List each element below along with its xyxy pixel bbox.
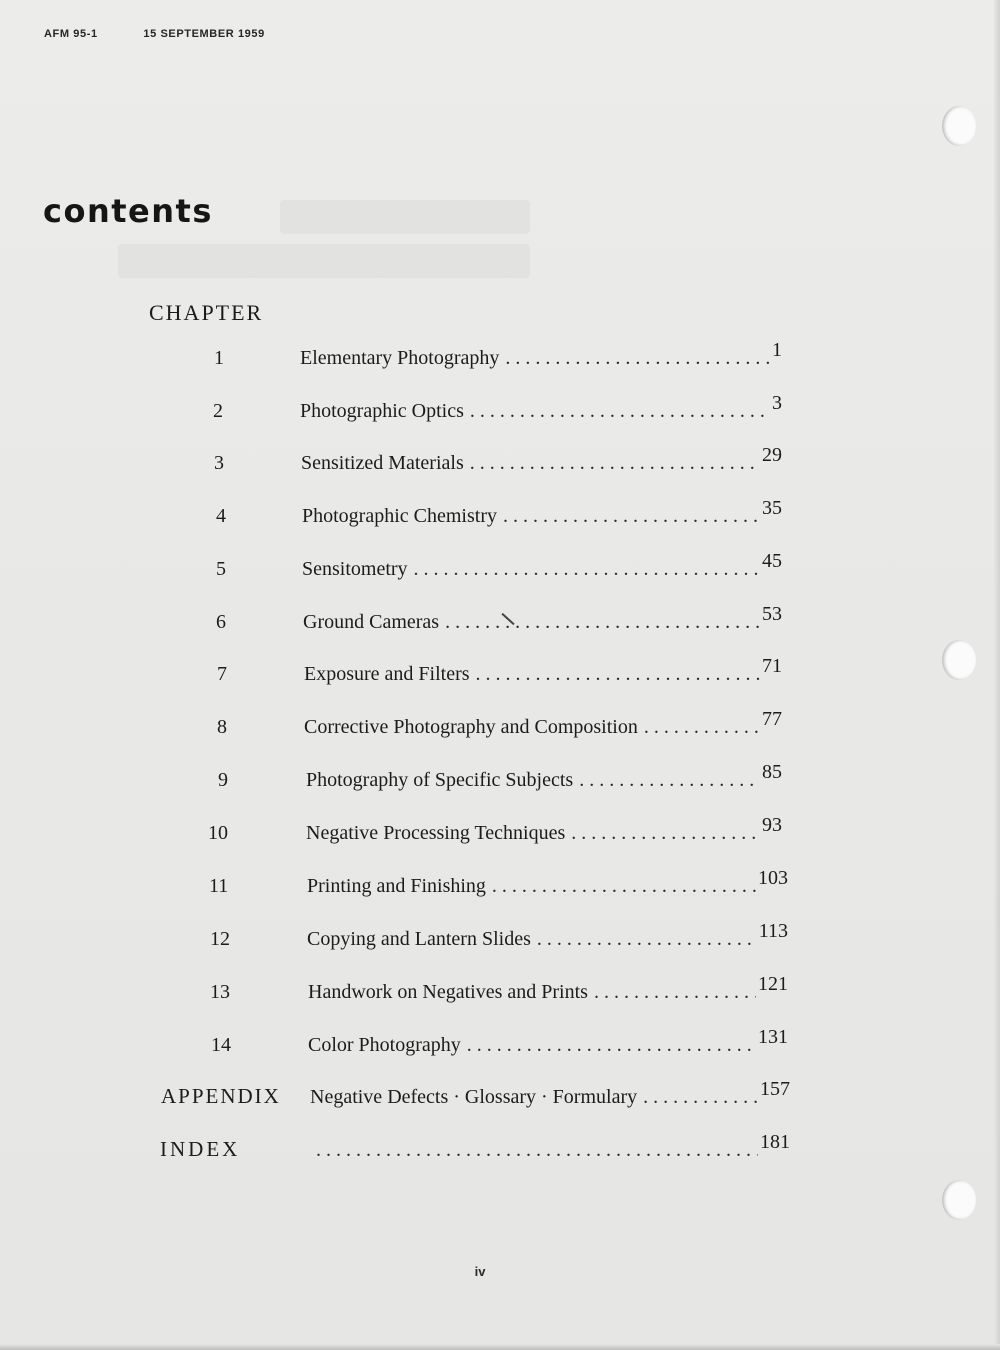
dot-leader xyxy=(565,822,760,845)
chapter-page-number: 77 xyxy=(762,708,782,730)
toc-entry[interactable] xyxy=(200,340,782,370)
toc-entry[interactable] xyxy=(202,974,788,1004)
toc-entry[interactable] xyxy=(202,551,782,581)
chapter-title: Color Photography xyxy=(308,1034,461,1056)
toc-entry[interactable] xyxy=(203,656,782,686)
index-page-number: 181 xyxy=(760,1131,790,1153)
chapter-title: Ground Cameras xyxy=(303,611,440,633)
page-number: iv xyxy=(474,1264,486,1279)
toc-entry[interactable] xyxy=(202,604,782,634)
appendix-title: Negative Defects · Glossary · Formulary xyxy=(310,1086,638,1108)
document-id: AFM 95-1 xyxy=(44,28,98,40)
chapter-page-number: 29 xyxy=(762,444,782,466)
chapter-number: 9 xyxy=(218,769,228,791)
chapter-page-number: 71 xyxy=(762,655,782,677)
chapter-number: 7 xyxy=(217,663,227,685)
dot-leader xyxy=(439,611,760,634)
chapter-page-number: 53 xyxy=(762,603,782,625)
chapter-title: Sensitized Materials xyxy=(301,452,464,474)
chapter-number: 2 xyxy=(213,400,223,422)
appendix-page-number: 157 xyxy=(760,1078,790,1100)
chapter-heading: CHAPTER xyxy=(149,300,264,325)
chapter-title: Exposure and Filters xyxy=(304,663,470,685)
toc-entry-appendix[interactable] xyxy=(161,1079,790,1109)
chapter-number: 12 xyxy=(210,928,230,950)
toc-entry[interactable] xyxy=(199,393,782,423)
chapter-number: 6 xyxy=(216,611,226,633)
chapter-page-number: 121 xyxy=(758,973,788,995)
chapter-page-number: 3 xyxy=(772,392,782,414)
dot-leader xyxy=(531,928,757,951)
dot-leader xyxy=(588,981,756,1004)
chapter-title: Handwork on Negatives and Prints xyxy=(308,981,588,1003)
chapter-page-number: 45 xyxy=(762,550,782,572)
dot-leader xyxy=(638,716,760,739)
chapter-number: 14 xyxy=(211,1034,231,1056)
chapter-page-number: 35 xyxy=(762,497,782,519)
dot-leader xyxy=(497,505,760,528)
dot-leader xyxy=(408,558,760,581)
dot-leader xyxy=(637,1086,758,1109)
dot-leader xyxy=(461,1034,756,1057)
chapter-title: Elementary Photography xyxy=(300,347,500,369)
chapter-title: Sensitometry xyxy=(302,558,408,580)
dot-leader xyxy=(499,347,770,370)
dot-leader xyxy=(573,769,760,792)
chapter-title: Printing and Finishing xyxy=(307,875,486,897)
dot-leader xyxy=(486,875,756,898)
chapter-number: 13 xyxy=(210,981,230,1003)
dot-leader xyxy=(464,452,760,475)
page-title: contents xyxy=(43,192,213,230)
chapter-page-number: 103 xyxy=(758,867,788,889)
dot-leader xyxy=(470,663,760,686)
toc-entry[interactable] xyxy=(203,709,782,739)
chapter-title: Photographic Chemistry xyxy=(302,505,497,527)
toc-entry[interactable] xyxy=(202,498,782,528)
dot-leader xyxy=(464,400,770,423)
chapter-number: 4 xyxy=(216,505,226,527)
chapter-page-number: 85 xyxy=(762,761,782,783)
index-label: INDEX xyxy=(160,1137,241,1161)
toc-entry[interactable] xyxy=(201,868,788,898)
chapter-title: Copying and Lantern Slides xyxy=(307,928,531,950)
chapter-title: Photographic Optics xyxy=(300,400,464,422)
chapter-number: 3 xyxy=(214,452,224,474)
chapter-page-number: 131 xyxy=(758,1026,788,1048)
chapter-title: Negative Processing Techniques xyxy=(306,822,566,844)
toc-entry[interactable] xyxy=(204,762,782,792)
appendix-label: APPENDIX xyxy=(161,1084,281,1108)
chapter-number: 1 xyxy=(214,347,224,369)
chapter-title: Corrective Photography and Composition xyxy=(304,716,638,738)
chapter-page-number: 93 xyxy=(762,814,782,836)
chapter-number: 10 xyxy=(208,822,228,844)
toc-entry[interactable] xyxy=(202,921,788,951)
chapter-number: 5 xyxy=(216,558,226,580)
document-date: 15 SEPTEMBER 1959 xyxy=(143,28,265,40)
chapter-page-number: 113 xyxy=(758,920,788,942)
dot-leader xyxy=(310,1139,758,1162)
toc-entry[interactable] xyxy=(203,1027,788,1057)
toc-entry[interactable] xyxy=(200,445,782,475)
chapter-number: 8 xyxy=(217,716,227,738)
chapter-title: Photography of Specific Subjects xyxy=(306,769,574,791)
toc-entry[interactable] xyxy=(200,815,782,845)
toc-entry-index[interactable] xyxy=(160,1132,790,1162)
chapter-number: 11 xyxy=(209,875,229,897)
chapter-page-number: 1 xyxy=(772,339,782,361)
